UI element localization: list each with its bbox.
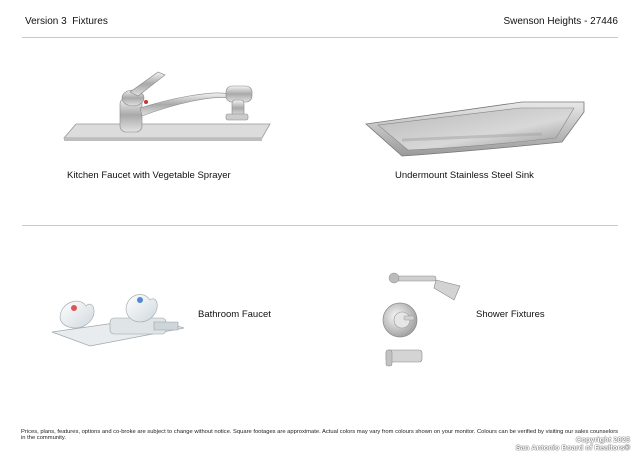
page-header xyxy=(22,16,618,32)
copyright-line: Copyright 2025 xyxy=(575,435,630,444)
kitchen-faucet-icon xyxy=(62,68,276,148)
item-label-bathroom-faucet: Bathroom Faucet xyxy=(198,309,271,320)
item-label-sink: Undermount Stainless Steel Sink xyxy=(395,170,534,181)
section-divider xyxy=(22,225,618,226)
copyright-source: San Antonio Board of Realtors® xyxy=(515,443,630,452)
shower-fixtures-icon xyxy=(378,270,464,370)
sink-icon xyxy=(362,98,588,158)
item-label-shower-fixtures: Shower Fixtures xyxy=(476,309,545,320)
community-title: Swenson Heights - 27446 xyxy=(503,16,618,27)
header-divider xyxy=(22,37,618,38)
page-title: Version 3 Fixtures xyxy=(25,16,108,27)
disclaimer-text: Prices, plans, features, options and co-broke are subject to change without notice. Square footages are approximate. Actual colors may vary from colours shown on your monitor. Colours can be verified by visiting our sales counselors in the community. xyxy=(21,429,619,442)
bathroom-faucet-icon xyxy=(50,292,186,348)
item-label-kitchen-faucet: Kitchen Faucet with Vegetable Sprayer xyxy=(67,170,231,181)
